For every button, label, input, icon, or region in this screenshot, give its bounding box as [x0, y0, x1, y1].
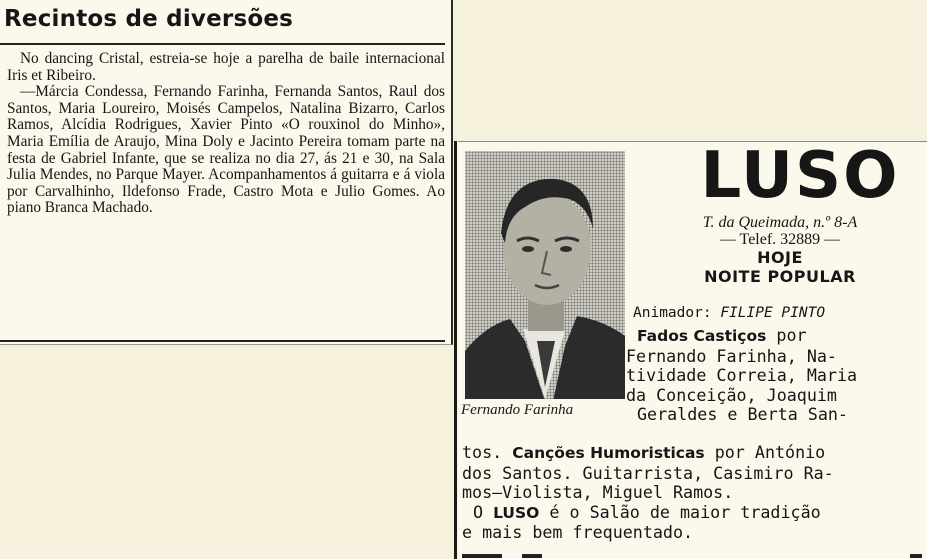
songs-title: Canções Humoristicas [512, 444, 705, 462]
portrait-photo [465, 151, 625, 399]
fados-title: Fados Castiços [637, 327, 767, 345]
portrait-illustration [465, 151, 625, 399]
closing-brand: LUSO [493, 503, 540, 522]
closing-line-2: e mais bem frequentado. [462, 522, 694, 542]
fados-line-3: tividade Correia, Maria [626, 365, 858, 385]
luso-advertisement [458, 141, 927, 559]
cropped-text-fragment [462, 548, 922, 558]
program-line-1: tos. Canções Humoristicas por António [462, 442, 826, 462]
venue-info [633, 214, 927, 286]
program-line-2: dos Santos. Guitarrista, Casimiro Ra- [462, 462, 834, 483]
host-name: FILIPE PINTO [720, 305, 826, 321]
article-heading: Recintos de diversões [4, 6, 294, 32]
event-title: NOITE POPULAR [704, 267, 856, 286]
program-line-3: mos—Violista, Miguel Ramos. [462, 482, 734, 502]
fados-block [626, 326, 921, 425]
article-column [0, 0, 453, 345]
fados-line-5: Geraldes e Berta San- [637, 404, 848, 424]
host-label: Animador: [633, 305, 712, 321]
closing-line-1: O LUSO é o Salão de maior tradição [473, 501, 821, 522]
column-divider [454, 141, 457, 559]
heading-rule [0, 43, 445, 45]
fados-line-4: da Conceição, Joaquim [626, 384, 837, 405]
article-paragraph-1: No dancing Cristal, estreia-se hoje a parelha de baile internacional Iris et Ribeiro. [7, 50, 445, 84]
article-paragraph-2: —Márcia Condessa, Fernando Farinha, Fernanda Santos, Raul dos Santos, Maria Loureiro, Moisés Campelos, Natalina Bizarro, Carlos Ramos, Alcídia Rodrigues, Xavier Pinto «O rouxinol do Minho», Maria Emília de Araujo, Mina Doly e Jacinto Pereira tomam parte na festa de Gabriel Infante, que se realiza no dia 27, ás 21 e 30, na Sala Julia Mendes, no Parque Mayer. Acompanhamentos á guitarra e á viola por Carvalhinho, Ildefonso Frade, Castro Mota e Julio Gomes. Ao piano Branca Machado. [7, 83, 445, 217]
article-end-rule [0, 340, 445, 342]
host-line [633, 305, 825, 321]
venue-phone: — Telef. 32889 — [719, 231, 841, 248]
article-body [7, 51, 445, 217]
fados-line-1: Fados Castiços por [637, 325, 807, 345]
luso-logo: LUSO [700, 139, 900, 213]
venue-address: T. da Queimada, n.º 8-A [702, 214, 858, 231]
fados-line-2: Fernando Farinha, Na- [626, 345, 837, 366]
photo-caption: Fernando Farinha [461, 402, 574, 418]
program-block [462, 443, 922, 543]
today-label: HOJE [757, 248, 803, 267]
